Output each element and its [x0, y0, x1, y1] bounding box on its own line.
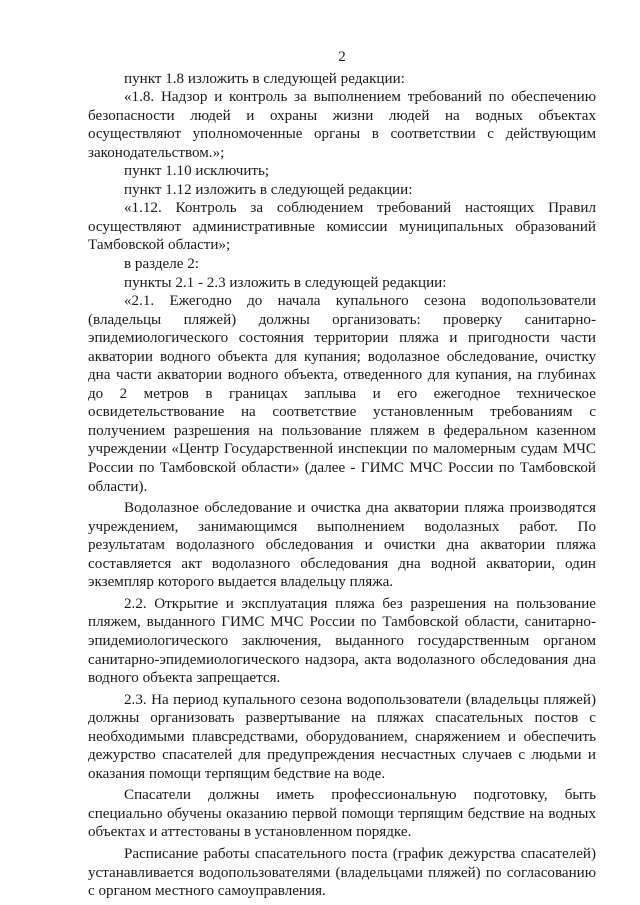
- paragraph-clause-1-12-intro: пункт 1.12 изложить в следующей редакции:: [124, 181, 413, 198]
- paragraph-diving-inspection: Водолазное обследование и очистка дна акватории пляжа производятся учреждением, занимающимся выполнением водолазных работ. По результатам водолазного обследования и очистки дна акватории пляжа составляется акт водолазного обследования дна водной акватории, один экземпляр которого выдается владельцу пляжа.: [88, 500, 596, 591]
- page-number: 2: [338, 49, 346, 65]
- paragraph-clause-1-10-removed: пункт 1.10 исключить;: [124, 163, 270, 180]
- paragraph-section-2-heading: в разделе 2:: [124, 256, 199, 273]
- paragraph-clause-1-12-text: «1.12. Контроль за соблюдением требований настоящих Правил осуществляют административные комиссии муниципальных образований Тамбовской области»;: [88, 200, 596, 254]
- paragraph-clause-2-2: 2.2. Открытие и эксплуатация пляжа без разрешения на пользование пляжем, выданного ГИМС МЧС России по Тамбовской области, санитарно-эпидемиологического заключения, выданного государственным органом санитарно-эпидемиологического надзора, акта водолазного обследования дна водного объекта запрещается.: [88, 595, 596, 687]
- paragraph-clause-2-1: «2.1. Ежегодно до начала купального сезона водопользователи (владельцы пляжей) должны организовать: проверку санитарно-эпидемиологического состояния территории пляжа и пригодности части акватории водного объекта для купания; водолазное обследование, очистку дна части акватории водного объекта, отведенного для купания, на глубинах до 2 метров в границах заплыва и его ежегодное техническое освидетельствование на соответствие установленным требованиям с получением разрешения на пользование пляжем в федеральном казенном учреждении «Центр Государственной инспекции по маломерным судам МЧС России по Тамбовской области» (далее - ГИМС МЧС России по Тамбовской области).: [88, 293, 596, 495]
- paragraph-clause-2-3: 2.3. На период купального сезона водопользователи (владельцы пляжей) должны организовать развертывание на пляжах спасательных постов с необходимыми плавсредствами, оборудованием, снаряжением и обеспечить дежурство спасателей для предупреждения несчастных случаев с людьми и оказания помощи терпящим бедствие на воде.: [88, 691, 596, 782]
- paragraph-clause-1-8-intro: пункт 1.8 изложить в следующей редакции:: [124, 70, 405, 87]
- paragraph-rescuers-training: Спасатели должны иметь профессиональную подготовку, быть специально обучены оказанию первой помощи терпящим бедствие на водных объектах и аттестованы в установленном порядке.: [88, 787, 596, 841]
- paragraph-rescue-post-schedule: Расписание работы спасательного поста (график дежурства спасателей) устанавливается водопользователями (владельцами пляжей) по согласованию с органом местного самоуправления.: [88, 845, 596, 900]
- paragraph-clauses-2-1-2-3-intro: пункты 2.1 - 2.3 изложить в следующей редакции:: [124, 274, 447, 291]
- document-page: [88, 48, 596, 901]
- paragraph-clause-1-8-text: «1.8. Надзор и контроль за выполнением требований по обеспечению безопасности людей и охраны жизни людей на водных объектах осуществляют уполномоченные органы в соответствии с действующим законодательством.»;: [88, 89, 596, 161]
